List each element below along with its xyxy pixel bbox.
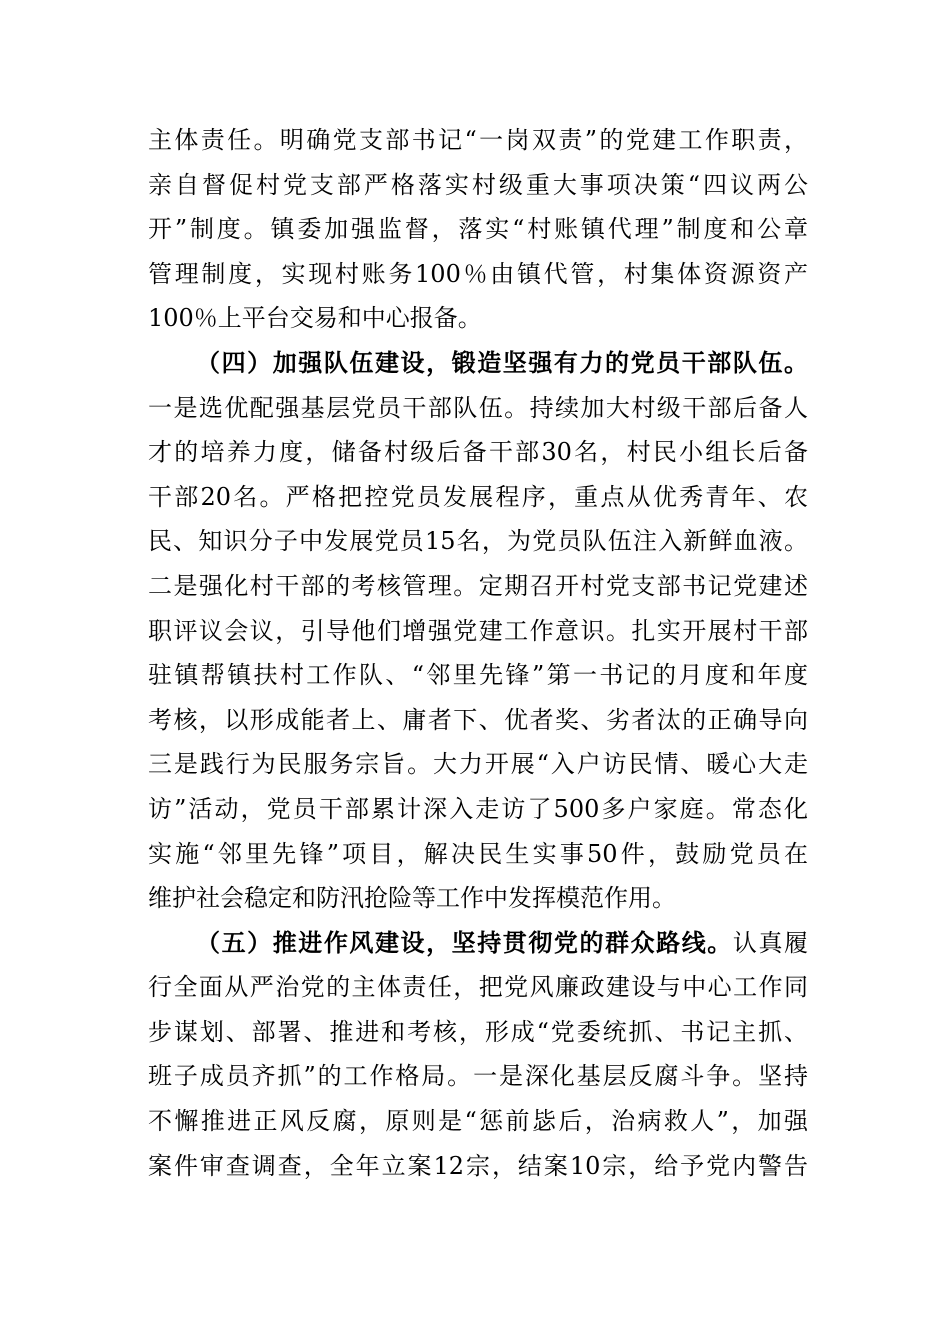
paragraph-1 bbox=[148, 118, 808, 341]
text-line: 班子成员齐抓”的工作格局。一是深化基层反腐斗争。坚持 bbox=[148, 1062, 808, 1091]
text-line: 考核，以形成能者上、庸者下、优者奖、劣者汰的正确导向 bbox=[148, 705, 808, 734]
text-line: 干部20名。严格把控党员发展程序，重点从优秀青年、农 bbox=[148, 482, 808, 511]
text-line: 案件审查调查，全年立案12宗，结案10宗，给予党内警告 bbox=[148, 1151, 808, 1180]
text-line: 驻镇帮镇扶村工作队、“邻里先锋”第一书记的月度和年度 bbox=[148, 661, 808, 690]
body-text bbox=[148, 118, 808, 1188]
text-line: 100％上平台交易和中心报备。 bbox=[148, 304, 482, 333]
text-line: 二是强化村干部的考核管理。定期召开村党支部书记党建述 bbox=[148, 571, 808, 600]
text-line: 三是践行为民服务宗旨。大力开展“入户访民情、暖心大走 bbox=[148, 750, 808, 779]
text-line: 管理制度，实现村账务100％由镇代管，村集体资源资产 bbox=[148, 259, 808, 288]
text-line: 亲自督促村党支部严格落实村级重大事项决策“四议两公 bbox=[148, 170, 808, 199]
paragraph-3 bbox=[148, 921, 808, 1189]
text-line: 实施“邻里先锋”项目，解决民生实事50件，鼓励党员在 bbox=[148, 839, 808, 868]
text-line: 一是选优配强基层党员干部队伍。持续加大村级干部后备人 bbox=[148, 393, 808, 422]
paragraph-2 bbox=[148, 341, 808, 921]
text-line: 不懈推进正风反腐，原则是“惩前毖后，治病救人”，加强 bbox=[148, 1107, 808, 1136]
text-line: 步谋划、部署、推进和考核，形成“党委统抓、书记主抓、 bbox=[148, 1017, 808, 1046]
text-line: 访”活动，党员干部累计深入走访了500多户家庭。常态化 bbox=[148, 794, 808, 823]
text-line: 才的培养力度，储备村级后备干部30名，村民小组长后备 bbox=[148, 438, 808, 467]
text-line: 维护社会稳定和防汛抢险等工作中发挥模范作用。 bbox=[148, 884, 676, 913]
section-heading-4: （四）加强队伍建设，锻造坚强有力的党员干部队伍。 bbox=[196, 347, 808, 377]
heading-tail-text: 认真履 bbox=[732, 928, 809, 957]
text-line: 职评议会议，引导他们增强党建工作意识。扎实开展村干部 bbox=[148, 616, 808, 645]
section-heading-line bbox=[148, 921, 808, 966]
text-line: 行全面从严治党的主体责任，把党风廉政建设与中心工作同 bbox=[148, 973, 808, 1002]
text-line: 民、知识分子中发展党员15名，为党员队伍注入新鲜血液。 bbox=[148, 527, 808, 556]
section-heading-5: （五）推进作风建设，坚持贯彻党的群众路线。 bbox=[196, 927, 733, 957]
text-line: 主体责任。明确党支部书记“一岗双责”的党建工作职责， bbox=[148, 126, 808, 154]
text-line: 开”制度。镇委加强监督，落实“村账镇代理”制度和公章 bbox=[148, 215, 808, 244]
